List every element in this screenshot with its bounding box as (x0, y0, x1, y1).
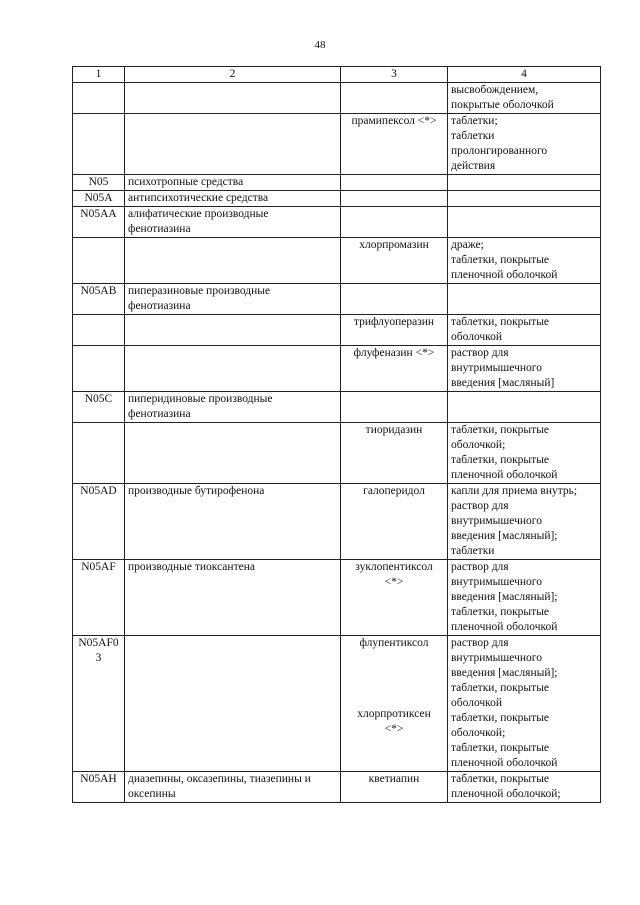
forms-line: внутримышечного (451, 362, 542, 374)
atc-code-cell: N05AD (73, 484, 125, 560)
drug-cell (341, 423, 448, 484)
group-cell (125, 346, 341, 392)
group-cell (125, 560, 341, 636)
table-row (73, 484, 601, 560)
table-row (73, 560, 601, 636)
forms-line: таблетки (451, 130, 495, 142)
drug-cell (341, 284, 448, 315)
drug-cell (341, 114, 448, 175)
group-cell (125, 191, 341, 207)
forms-cell (448, 346, 601, 392)
atc-code-cell (73, 346, 125, 392)
forms-line: пленочной оболочкой (451, 469, 558, 481)
forms-line: капли для приема внутрь; (451, 485, 578, 497)
table-row (73, 83, 601, 114)
drug-cell (341, 207, 448, 238)
drug-line: прамипексол <*> (351, 115, 437, 127)
group-line: антипсихотические средства (128, 192, 269, 204)
drug-table (72, 66, 601, 803)
group-line: производные бутирофенона (128, 485, 265, 497)
forms-line: высвобождением, (451, 84, 539, 96)
forms-cell (448, 114, 601, 175)
forms-cell (448, 207, 601, 238)
forms-line: пролонгированного (451, 145, 548, 157)
drug-line: тиоридазин (365, 424, 423, 436)
dosage-form-line: оболочкой; (451, 727, 506, 739)
forms-cell (448, 191, 601, 207)
atc-code-cell: N05AB (73, 284, 125, 315)
column-header: 3 (341, 67, 448, 83)
forms-line: таблетки, покрытые (451, 316, 550, 328)
dosage-form-line: оболочкой (451, 697, 503, 709)
forms-cell (448, 315, 601, 346)
group-line: пиперидиновые производные (128, 393, 273, 405)
forms-line: оболочкой; (451, 439, 506, 451)
dosage-form-line: пленочной оболочкой (451, 757, 558, 769)
group-cell (125, 284, 341, 315)
forms-line: раствор для (451, 347, 509, 359)
drug-cell (341, 191, 448, 207)
group-line: фенотиазина (128, 300, 191, 312)
forms-cell (448, 175, 601, 191)
forms-line: раствор для (451, 561, 509, 573)
atc-code-cell (73, 238, 125, 284)
forms-line: пленочной оболочкой (451, 621, 558, 633)
forms-line: действия (451, 160, 496, 172)
atc-code-cell: N05C (73, 392, 125, 423)
drug-line: <*> (384, 576, 404, 588)
dosage-form-line: пленочной оболочкой; (451, 788, 561, 800)
drug-cell (341, 175, 448, 191)
table-row (73, 114, 601, 175)
group-name-line: диазепины, оксазепины, тиазепины и (128, 773, 311, 785)
drug-name: хлорпротиксен (357, 708, 431, 720)
dosage-form-line: введения [масляный]; (451, 667, 558, 679)
group-name-line: оксепины (128, 788, 176, 800)
group-cell (125, 772, 341, 803)
group-cell (125, 175, 341, 191)
group-line: фенотиазина (128, 223, 191, 235)
dosage-form-line: таблетки, покрытые (451, 773, 550, 785)
table-row (73, 315, 601, 346)
table-row-n05ah (73, 772, 601, 803)
drug-cell (341, 484, 448, 560)
table-row (73, 207, 601, 238)
forms-line: покрытые оболочкой (451, 99, 554, 111)
drug-name: <*> (384, 723, 404, 735)
table-row (73, 175, 601, 191)
forms-line: введения [масляный] (451, 377, 555, 389)
drug-cell (341, 83, 448, 114)
drug-line: флуфеназин <*> (353, 347, 435, 359)
group-cell (125, 238, 341, 284)
table-row (73, 191, 601, 207)
page-number: 48 (314, 39, 326, 51)
drug-name: флупентиксол (359, 637, 429, 649)
forms-cell (448, 238, 601, 284)
table-row (73, 392, 601, 423)
forms-cell (448, 284, 601, 315)
dosage-form-line: раствор для (451, 637, 509, 649)
forms-cell (448, 636, 601, 772)
drug-line: трифлуоперазин (353, 316, 435, 328)
forms-line: введения [масляный]; (451, 591, 558, 603)
atc-code-cell (73, 636, 125, 772)
drug-cell (341, 636, 448, 772)
column-header: 4 (448, 67, 601, 83)
group-cell (125, 423, 341, 484)
drug-cell (341, 392, 448, 423)
group-cell (125, 484, 341, 560)
forms-line: таблетки; (451, 115, 498, 127)
atc-code-line: 3 (95, 652, 102, 664)
atc-code-cell: N05AA (73, 207, 125, 238)
dosage-form-line: таблетки, покрытые (451, 712, 550, 724)
atc-code-cell (73, 83, 125, 114)
forms-line: пленочной оболочкой (451, 269, 558, 281)
group-cell (125, 315, 341, 346)
atc-code-cell (73, 114, 125, 175)
table-row (73, 284, 601, 315)
forms-line: драже; (451, 239, 484, 251)
drug-cell: кветиапин (341, 772, 448, 803)
column-header: 2 (125, 67, 341, 83)
drug-line: хлорпромазин (359, 239, 429, 251)
group-line: психотропные средства (128, 176, 244, 188)
dosage-form-line: таблетки, покрытые (451, 682, 550, 694)
atc-code-cell (73, 315, 125, 346)
forms-line: раствор для (451, 500, 509, 512)
group-line: алифатические производные (128, 208, 269, 220)
atc-code-cell: N05 (73, 175, 125, 191)
group-cell (125, 636, 341, 772)
drug-cell (341, 346, 448, 392)
table-header-row (73, 67, 601, 83)
drug-line: галоперидол (363, 485, 425, 497)
atc-code-cell (73, 423, 125, 484)
forms-line: введения [масляный]; (451, 530, 558, 542)
table-row (73, 238, 601, 284)
drug-line: зуклопентиксол (355, 561, 433, 573)
forms-line: таблетки, покрытые (451, 454, 550, 466)
table-row (73, 423, 601, 484)
group-cell (125, 114, 341, 175)
group-cell (125, 207, 341, 238)
forms-cell (448, 560, 601, 636)
column-header: 1 (73, 67, 125, 83)
atc-code-cell: N05AH (73, 772, 125, 803)
table-body (73, 83, 601, 803)
group-line: производные тиоксантена (128, 561, 255, 573)
forms-line: внутримышечного (451, 515, 542, 527)
group-line: фенотиазина (128, 408, 191, 420)
forms-cell (448, 484, 601, 560)
forms-cell (448, 83, 601, 114)
forms-line: таблетки, покрытые (451, 254, 550, 266)
dosage-form-line: внутримышечного (451, 652, 542, 664)
drug-cell (341, 238, 448, 284)
table-row-n05af03 (73, 636, 601, 772)
table-row (73, 346, 601, 392)
forms-cell (448, 772, 601, 803)
atc-code-cell: N05AF (73, 560, 125, 636)
group-cell (125, 83, 341, 114)
group-cell (125, 392, 341, 423)
forms-cell (448, 392, 601, 423)
group-line: пиперазиновые производные (128, 285, 271, 297)
forms-line: оболочкой (451, 331, 503, 343)
forms-cell (448, 423, 601, 484)
atc-code-cell: N05A (73, 191, 125, 207)
forms-line: внутримышечного (451, 576, 542, 588)
forms-line: таблетки, покрытые (451, 424, 550, 436)
drug-cell (341, 560, 448, 636)
atc-code-line: N05AF0 (78, 637, 119, 649)
forms-line: таблетки (451, 545, 495, 557)
dosage-form-line: таблетки, покрытые (451, 742, 550, 754)
forms-line: таблетки, покрытые (451, 606, 550, 618)
drug-cell (341, 315, 448, 346)
